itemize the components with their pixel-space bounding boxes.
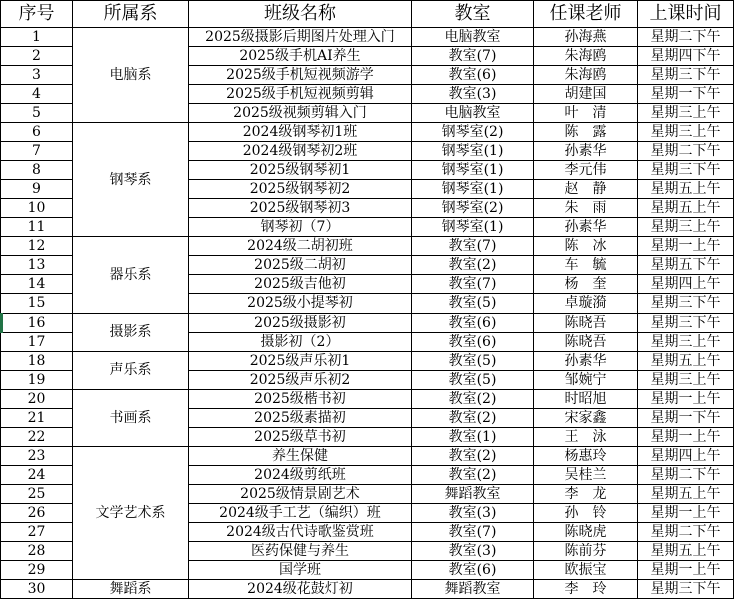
table-row <box>1 351 734 370</box>
cell-time[interactable]: 星期三下午 <box>638 313 734 332</box>
cell-room[interactable]: 教室(7) <box>412 47 534 66</box>
cell-teacher[interactable]: 陈晓虎 <box>534 522 638 541</box>
cell-no[interactable]: 18 <box>1 351 73 370</box>
cell-class[interactable]: 2024级钢琴初1班 <box>189 123 412 142</box>
cell-teacher[interactable]: 朱 雨 <box>534 199 638 218</box>
cell-class[interactable]: 2025级二胡初 <box>189 256 412 275</box>
cell-teacher[interactable]: 孙素华 <box>534 142 638 161</box>
table-row <box>1 237 734 256</box>
cell-room[interactable]: 教室(1) <box>412 427 534 446</box>
cell-room[interactable]: 电脑教室 <box>412 28 534 47</box>
cell-time[interactable]: 星期二下午 <box>638 28 734 47</box>
cell-teacher[interactable]: 陈晓吾 <box>534 313 638 332</box>
cell-no[interactable]: 22 <box>1 427 73 446</box>
cell-class[interactable]: 2024级古代诗歌鉴赏班 <box>189 522 412 541</box>
cell-teacher[interactable]: 杨惠玲 <box>534 446 638 465</box>
cell-teacher[interactable]: 朱海鸥 <box>534 66 638 85</box>
cell-teacher[interactable]: 朱海鸥 <box>534 47 638 66</box>
cell-class[interactable]: 2024级二胡初班 <box>189 237 412 256</box>
cell-no[interactable]: 7 <box>1 142 73 161</box>
cell-teacher[interactable]: 邹婉宁 <box>534 370 638 389</box>
cell-class[interactable]: 摄影初（2） <box>189 332 412 351</box>
cell-class[interactable]: 2025级视频剪辑入门 <box>189 104 412 123</box>
cell-room[interactable]: 教室(3) <box>412 541 534 560</box>
cell-room[interactable]: 教室(7) <box>412 275 534 294</box>
cell-time[interactable]: 星期五上午 <box>638 484 734 503</box>
cell-no[interactable]: 15 <box>1 294 73 313</box>
cell-room[interactable]: 教室(6) <box>412 560 534 579</box>
cell-no[interactable]: 23 <box>1 446 73 465</box>
cell-class[interactable]: 2024级钢琴初2班 <box>189 142 412 161</box>
cell-room[interactable]: 教室(6) <box>412 313 534 332</box>
cell-time[interactable]: 星期一上午 <box>638 237 734 256</box>
cell-room[interactable]: 教室(2) <box>412 465 534 484</box>
cell-room[interactable]: 教室(6) <box>412 332 534 351</box>
cell-class[interactable]: 2025级手机短视频游学 <box>189 66 412 85</box>
cell-dept[interactable]: 声乐系 <box>73 351 189 389</box>
cell-teacher[interactable]: 陈前芬 <box>534 541 638 560</box>
cell-time[interactable]: 星期三下午 <box>638 294 734 313</box>
cell-teacher[interactable]: 车 毓 <box>534 256 638 275</box>
header-cell-no[interactable]: 序号 <box>1 1 73 28</box>
cell-room[interactable]: 教室(2) <box>412 389 534 408</box>
cell-class[interactable]: 2025级草书初 <box>189 427 412 446</box>
cell-time[interactable]: 星期五上午 <box>638 199 734 218</box>
cell-no[interactable]: 27 <box>1 522 73 541</box>
cell-room[interactable]: 舞蹈教室 <box>412 579 534 598</box>
cell-teacher[interactable]: 李 龙 <box>534 484 638 503</box>
table-row <box>1 579 734 598</box>
cell-no[interactable]: 19 <box>1 370 73 389</box>
cell-dept[interactable]: 文学艺术系 <box>73 446 189 579</box>
cell-room[interactable]: 教室(3) <box>412 503 534 522</box>
cell-no[interactable]: 25 <box>1 484 73 503</box>
cell-class[interactable]: 2025级钢琴初1 <box>189 161 412 180</box>
cell-no[interactable]: 2 <box>1 47 73 66</box>
cell-dept[interactable]: 书画系 <box>73 389 189 446</box>
cell-time[interactable]: 星期三上午 <box>638 104 734 123</box>
cell-teacher[interactable]: 孙海燕 <box>534 28 638 47</box>
cell-time[interactable]: 星期一上午 <box>638 389 734 408</box>
cell-room[interactable]: 教室(7) <box>412 522 534 541</box>
cell-no[interactable]: 13 <box>1 256 73 275</box>
cell-no[interactable]: 1 <box>1 28 73 47</box>
cell-time[interactable]: 星期五上午 <box>638 541 734 560</box>
cell-class[interactable]: 2024级剪纸班 <box>189 465 412 484</box>
cell-class[interactable]: 2025级手机AI养生 <box>189 47 412 66</box>
cell-no[interactable]: 21 <box>1 408 73 427</box>
table-row <box>1 389 734 408</box>
cell-class[interactable]: 2025级摄影后期图片处理入门 <box>189 28 412 47</box>
cell-no[interactable]: 24 <box>1 465 73 484</box>
cell-no[interactable]: 8 <box>1 161 73 180</box>
cell-time[interactable]: 星期二下午 <box>638 142 734 161</box>
cell-dept[interactable]: 钢琴系 <box>73 123 189 237</box>
cell-class[interactable]: 2025级吉他初 <box>189 275 412 294</box>
header-cell-teacher[interactable]: 任课老师 <box>534 1 638 28</box>
cell-teacher[interactable]: 陈 露 <box>534 123 638 142</box>
cell-time[interactable]: 星期一下午 <box>638 408 734 427</box>
cell-room[interactable]: 教室(5) <box>412 370 534 389</box>
cell-time[interactable]: 星期二下午 <box>638 522 734 541</box>
cell-time[interactable]: 星期三上午 <box>638 218 734 237</box>
cell-no[interactable]: 28 <box>1 541 73 560</box>
cell-no[interactable]: 4 <box>1 85 73 104</box>
cell-room[interactable]: 教室(6) <box>412 66 534 85</box>
cell-class[interactable]: 2024级手工艺（编织）班 <box>189 503 412 522</box>
cell-no[interactable]: 14 <box>1 275 73 294</box>
cell-class[interactable]: 钢琴初（7） <box>189 218 412 237</box>
cell-room[interactable]: 钢琴室(2) <box>412 123 534 142</box>
cell-time[interactable]: 星期四上午 <box>638 275 734 294</box>
cell-time[interactable]: 星期五下午 <box>638 256 734 275</box>
header-cell-class[interactable]: 班级名称 <box>189 1 412 28</box>
cell-teacher[interactable]: 陈晓吾 <box>534 332 638 351</box>
cell-teacher[interactable]: 赵 静 <box>534 180 638 199</box>
cell-teacher[interactable]: 孙 铃 <box>534 503 638 522</box>
cell-dept[interactable]: 摄影系 <box>73 313 189 351</box>
cell-room[interactable]: 教室(7) <box>412 237 534 256</box>
cell-teacher[interactable]: 宋家鑫 <box>534 408 638 427</box>
cell-class[interactable]: 医药保健与养生 <box>189 541 412 560</box>
cell-time[interactable]: 星期一上午 <box>638 560 734 579</box>
cell-time[interactable]: 星期一下午 <box>638 85 734 104</box>
cell-time[interactable]: 星期四上午 <box>638 446 734 465</box>
cell-teacher[interactable]: 胡建国 <box>534 85 638 104</box>
cell-time[interactable]: 星期三下午 <box>638 579 734 598</box>
cell-room[interactable]: 电脑教室 <box>412 104 534 123</box>
cell-teacher[interactable]: 陈 冰 <box>534 237 638 256</box>
cell-class[interactable]: 2025级声乐初2 <box>189 370 412 389</box>
cell-teacher[interactable]: 欧振宝 <box>534 560 638 579</box>
cell-teacher[interactable]: 李元伟 <box>534 161 638 180</box>
cell-time[interactable]: 星期五上午 <box>638 180 734 199</box>
cell-no[interactable]: 16 <box>1 313 73 332</box>
cell-time[interactable]: 星期二下午 <box>638 465 734 484</box>
table-row <box>1 313 734 332</box>
cell-no[interactable]: 12 <box>1 237 73 256</box>
cell-time[interactable]: 星期三上午 <box>638 332 734 351</box>
cell-class[interactable]: 2025级素描初 <box>189 408 412 427</box>
cell-class[interactable]: 2025级声乐初1 <box>189 351 412 370</box>
cell-dept[interactable]: 电脑系 <box>73 28 189 123</box>
cell-no[interactable]: 20 <box>1 389 73 408</box>
cell-class[interactable]: 2025级情景剧艺术 <box>189 484 412 503</box>
cell-time[interactable]: 星期三上午 <box>638 123 734 142</box>
cell-dept[interactable]: 器乐系 <box>73 237 189 313</box>
cell-room[interactable]: 舞蹈教室 <box>412 484 534 503</box>
cell-room[interactable]: 钢琴室(1) <box>412 161 534 180</box>
table-row <box>1 28 734 47</box>
cell-teacher[interactable]: 叶 清 <box>534 104 638 123</box>
cell-teacher[interactable]: 吴桂兰 <box>534 465 638 484</box>
cell-class[interactable]: 2025级钢琴初3 <box>189 199 412 218</box>
cell-no[interactable]: 3 <box>1 66 73 85</box>
cell-room[interactable]: 教室(5) <box>412 294 534 313</box>
cell-no[interactable]: 30 <box>1 579 73 598</box>
cell-class[interactable]: 2025级手机短视频剪辑 <box>189 85 412 104</box>
header-row <box>1 1 734 28</box>
cell-room[interactable]: 钢琴室(2) <box>412 199 534 218</box>
cell-time[interactable]: 星期一上午 <box>638 427 734 446</box>
table-body <box>1 1 734 599</box>
table-row <box>1 123 734 142</box>
cell-room[interactable]: 教室(5) <box>412 351 534 370</box>
cell-no[interactable]: 5 <box>1 104 73 123</box>
cell-no[interactable]: 17 <box>1 332 73 351</box>
header-cell-dept[interactable]: 所属系 <box>73 1 189 28</box>
cell-class[interactable]: 养生保健 <box>189 446 412 465</box>
cell-no[interactable]: 9 <box>1 180 73 199</box>
cell-time[interactable]: 星期三下午 <box>638 66 734 85</box>
cell-no[interactable]: 11 <box>1 218 73 237</box>
cell-room[interactable]: 教室(2) <box>412 256 534 275</box>
header-cell-time[interactable]: 上课时间 <box>638 1 734 28</box>
cell-class[interactable]: 国学班 <box>189 560 412 579</box>
cell-teacher[interactable]: 孙素华 <box>534 218 638 237</box>
cell-no[interactable]: 29 <box>1 560 73 579</box>
cell-room[interactable]: 钢琴室(1) <box>412 142 534 161</box>
table-row <box>1 446 734 465</box>
cell-class[interactable]: 2025级楷书初 <box>189 389 412 408</box>
cell-room[interactable]: 教室(2) <box>412 408 534 427</box>
cell-class[interactable]: 2025级摄影初 <box>189 313 412 332</box>
cell-teacher[interactable]: 王 泳 <box>534 427 638 446</box>
cell-teacher[interactable]: 李 玲 <box>534 579 638 598</box>
cell-no[interactable]: 6 <box>1 123 73 142</box>
cell-teacher[interactable]: 杨 奎 <box>534 275 638 294</box>
cell-teacher[interactable]: 孙素华 <box>534 351 638 370</box>
cell-time[interactable]: 星期五上午 <box>638 351 734 370</box>
cell-room[interactable]: 钢琴室(1) <box>412 218 534 237</box>
header-cell-room[interactable]: 教室 <box>412 1 534 28</box>
row-selection-indicator <box>0 313 3 333</box>
cell-time[interactable]: 星期三下午 <box>638 161 734 180</box>
cell-class[interactable]: 2025级小提琴初 <box>189 294 412 313</box>
cell-class[interactable]: 2024级花鼓灯初 <box>189 579 412 598</box>
cell-teacher[interactable]: 卓璇漪 <box>534 294 638 313</box>
cell-no[interactable]: 10 <box>1 199 73 218</box>
cell-time[interactable]: 星期一上午 <box>638 503 734 522</box>
cell-room[interactable]: 钢琴室(1) <box>412 180 534 199</box>
cell-class[interactable]: 2025级钢琴初2 <box>189 180 412 199</box>
cell-time[interactable]: 星期三上午 <box>638 370 734 389</box>
cell-room[interactable]: 教室(2) <box>412 446 534 465</box>
cell-no[interactable]: 26 <box>1 503 73 522</box>
cell-dept[interactable]: 舞蹈系 <box>73 579 189 598</box>
cell-room[interactable]: 教室(3) <box>412 85 534 104</box>
cell-time[interactable]: 星期四下午 <box>638 47 734 66</box>
cell-teacher[interactable]: 时昭旭 <box>534 389 638 408</box>
